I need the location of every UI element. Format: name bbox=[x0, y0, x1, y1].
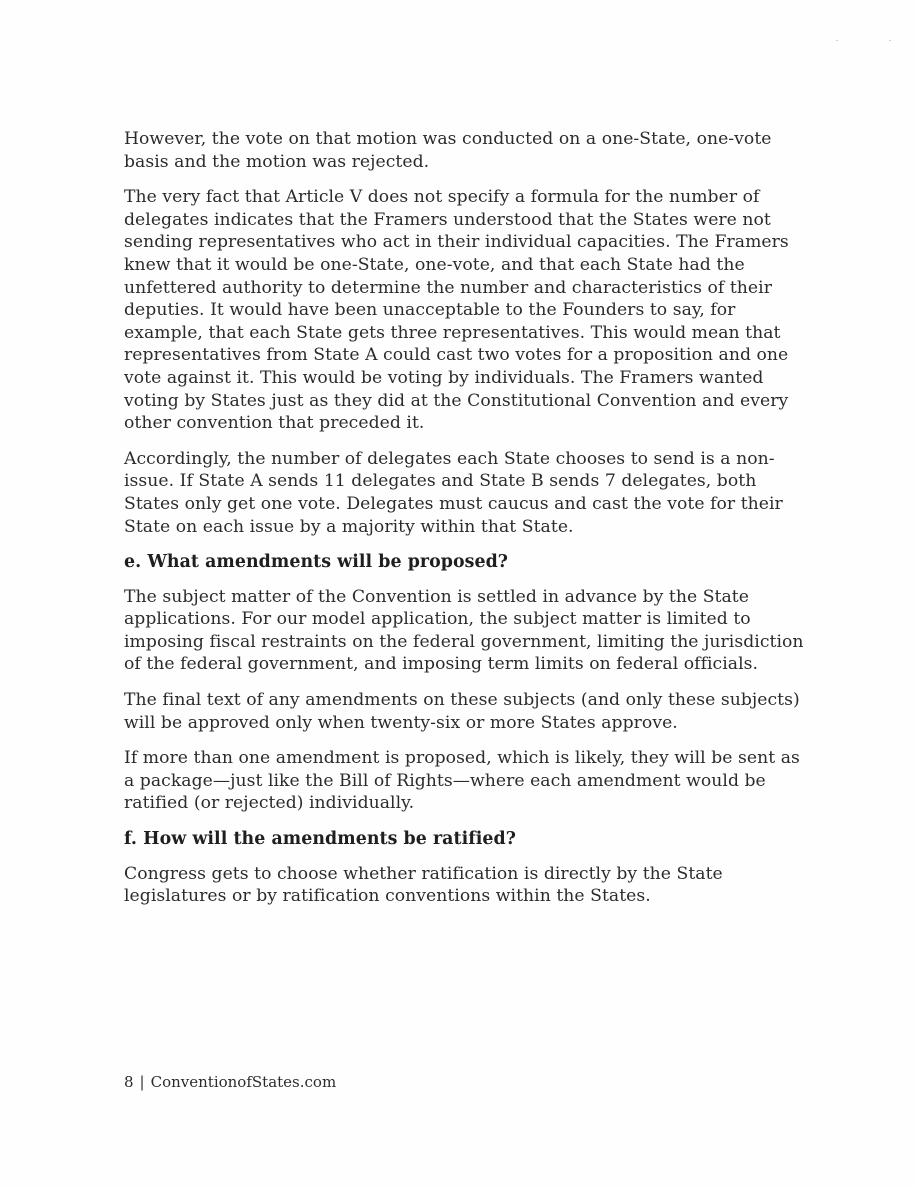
footer-separator: | bbox=[139, 1073, 145, 1091]
footer-site-name: ConventionofStates.com bbox=[150, 1073, 337, 1091]
paragraph: Accordingly, the number of delegates each State chooses to send is a non-issue. If State A sends 11 delegates and State B sends 7 delegates, both States only get one vote. Delegates must caucus and cast the vote for their State on each issue by a majority within that State. bbox=[124, 448, 783, 537]
section-heading-e: e. What amendments will be proposed? bbox=[124, 552, 509, 573]
paragraph: If more than one amendment is proposed, which is likely, they will be sent as a package—just like the Bill of Rights—where each amendment would be ratified (or rejected) individually. bbox=[124, 748, 800, 814]
paragraph: However, the vote on that motion was conducted on a one-State, one-vote basis and the motion was rejected. bbox=[124, 129, 772, 172]
page-body bbox=[124, 128, 804, 921]
scan-speck bbox=[836, 40, 838, 41]
paragraph: Congress gets to choose whether ratification is directly by the State legislatures or by ratification conventions within the States. bbox=[124, 863, 723, 907]
paragraph: The final text of any amendments on these subjects (and only these subjects) will be approved only when twenty-six or more States approve. bbox=[124, 690, 800, 733]
paragraph: The very fact that Article V does not specify a formula for the number of delegates indicates that the Framers understood that the States were not sending representatives who act in their individual capacities. The Framers knew that it would be one-State, one-vote, and that each State had the unfettered authority to determine the number and characteristics of their deputies. It would have been unacceptable to the Founders to say, for example, that each State gets three representatives. This would mean that representatives from State A could cast two votes for a proposition and one vote against it. This would be voting by individuals. The Framers wanted voting by States just as they did at the Constitutional Convention and every other convention that preceded it. bbox=[124, 187, 789, 434]
page-footer bbox=[124, 1072, 336, 1092]
section-heading-f: f. How will the amendments be ratified? bbox=[124, 829, 516, 850]
page-number: 8 bbox=[124, 1073, 134, 1091]
paragraph: The subject matter of the Convention is settled in advance by the State applications. For our model application, the subject matter is limited to imposing fiscal restraints on the federal government, limiting the jurisdiction of the federal government, and imposing term limits on federal officials. bbox=[124, 586, 804, 675]
scan-speck bbox=[889, 40, 891, 41]
